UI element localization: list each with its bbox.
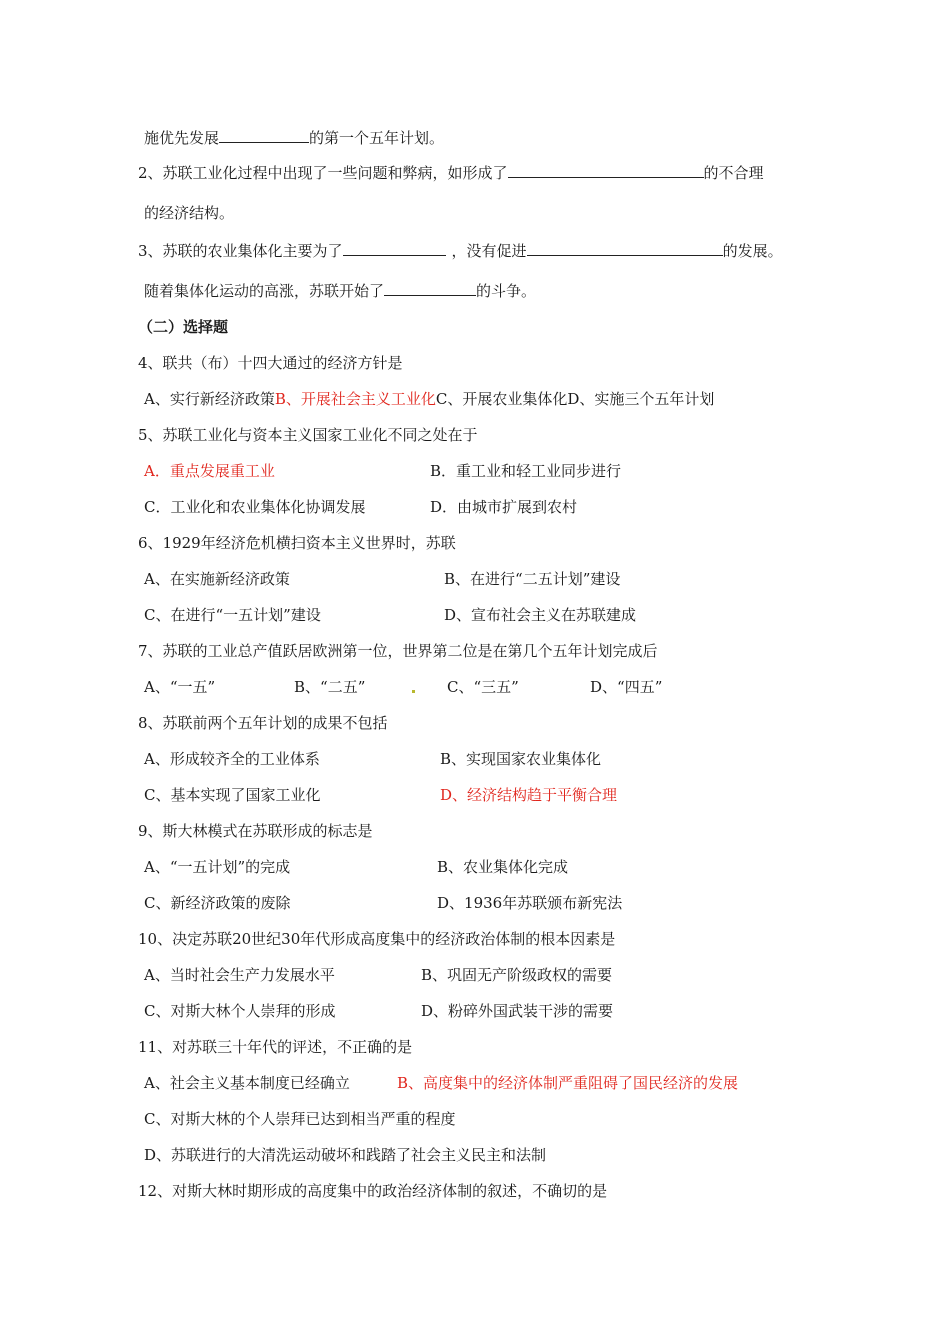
fill-blank[interactable]: [343, 241, 446, 256]
option-d[interactable]: D、宣布社会主义在苏联建成: [444, 606, 637, 624]
option-a[interactable]: A、实行新经济政策: [144, 390, 275, 408]
option-c[interactable]: C、在进行“一五计划”建设: [144, 606, 321, 624]
option-a[interactable]: A、当时社会生产力发展水平: [144, 966, 335, 984]
option-d[interactable]: D、实施三个五年计划: [567, 390, 715, 408]
option-b[interactable]: B、实现国家农业集体化: [440, 750, 602, 768]
option-c[interactable]: C、开展农业集体化: [435, 390, 568, 408]
question-12-stem: 12、对斯大林时期形成的高度集中的政治经济体制的叙述，不确切的是: [138, 1182, 608, 1200]
question-3-cont: 随着集体化运动的高涨，苏联开始了 的斗争。: [144, 282, 537, 300]
option-b[interactable]: B、农业集体化完成: [437, 858, 569, 876]
question-5-stem: 5、苏联工业化与资本主义国家工业化不同之处在于: [138, 426, 478, 444]
q1-continuation: 施优先发展 的第一个五年计划。: [144, 129, 445, 147]
option-d[interactable]: D．由城市扩展到农村: [430, 498, 578, 516]
option-c[interactable]: C、对斯大林个人崇拜的形成: [144, 1002, 336, 1020]
stray-mark: [412, 690, 415, 693]
question-3: 3、苏联的农业集体化主要为了 ，没有促进 的发展。: [138, 242, 783, 260]
option-b[interactable]: B、在进行“二五计划”建设: [444, 570, 621, 588]
option-d[interactable]: D、粉碎外国武装干涉的需要: [421, 1002, 614, 1020]
fill-blank[interactable]: [527, 241, 723, 256]
option-b[interactable]: B．重工业和轻工业同步进行: [430, 462, 622, 480]
option-a[interactable]: A、“一五”: [144, 678, 216, 696]
option-c[interactable]: C、基本实现了国家工业化: [144, 786, 321, 804]
option-a[interactable]: A、“一五计划”的完成: [144, 858, 291, 876]
option-d[interactable]: D、苏联进行的大清洗运动破坏和践踏了社会主义民主和法制: [144, 1146, 547, 1164]
option-a[interactable]: A、社会主义基本制度已经确立: [144, 1074, 350, 1092]
section-heading: （二）选择题: [138, 318, 229, 336]
question-8-stem: 8、苏联前两个五年计划的成果不包括: [138, 714, 388, 732]
option-d-answer[interactable]: D、经济结构趋于平衡合理: [440, 786, 618, 804]
question-4-stem: 4、联共（布）十四大通过的经济方针是: [138, 354, 403, 372]
option-b[interactable]: B、巩固无产阶级政权的需要: [421, 966, 613, 984]
option-a[interactable]: A、形成较齐全的工业体系: [144, 750, 320, 768]
fill-blank[interactable]: [508, 163, 704, 178]
option-c[interactable]: C．工业化和农业集体化协调发展: [144, 498, 366, 516]
question-7-stem: 7、苏联的工业总产值跃居欧洲第一位，世界第二位是在第几个五年计划完成后: [138, 642, 658, 660]
question-10-stem: 10、决定苏联20世纪30年代形成高度集中的经济政治体制的根本因素是: [138, 930, 616, 948]
option-b-answer[interactable]: B、高度集中的经济体制严重阻碍了国民经济的发展: [397, 1074, 739, 1092]
question-4-options: [144, 389, 714, 409]
question-2: 2、苏联工业化过程中出现了一些问题和弊病，如形成了 的不合理: [138, 164, 764, 182]
option-c[interactable]: C、对斯大林的个人崇拜已达到相当严重的程度: [144, 1110, 456, 1128]
option-c[interactable]: C、“三五”: [447, 678, 519, 696]
question-11-stem: 11、对苏联三十年代的评述，不正确的是: [138, 1038, 413, 1056]
option-c[interactable]: C、新经济政策的废除: [144, 894, 291, 912]
option-d[interactable]: D、“四五”: [590, 678, 663, 696]
option-d[interactable]: D、1936年苏联颁布新宪法: [437, 894, 623, 912]
option-a-answer[interactable]: A．重点发展重工业: [144, 462, 275, 480]
option-b[interactable]: B、“二五”: [294, 678, 366, 696]
question-9-stem: 9、斯大林模式在苏联形成的标志是: [138, 822, 373, 840]
fill-blank[interactable]: [384, 281, 476, 296]
option-a[interactable]: A、在实施新经济政策: [144, 570, 290, 588]
option-b-answer[interactable]: B、开展社会主义工业化: [274, 390, 436, 408]
fill-blank[interactable]: [219, 128, 309, 143]
question-2-cont: 的经济结构。: [144, 204, 235, 222]
question-6-stem: 6、1929年经济危机横扫资本主义世界时，苏联: [138, 534, 456, 552]
